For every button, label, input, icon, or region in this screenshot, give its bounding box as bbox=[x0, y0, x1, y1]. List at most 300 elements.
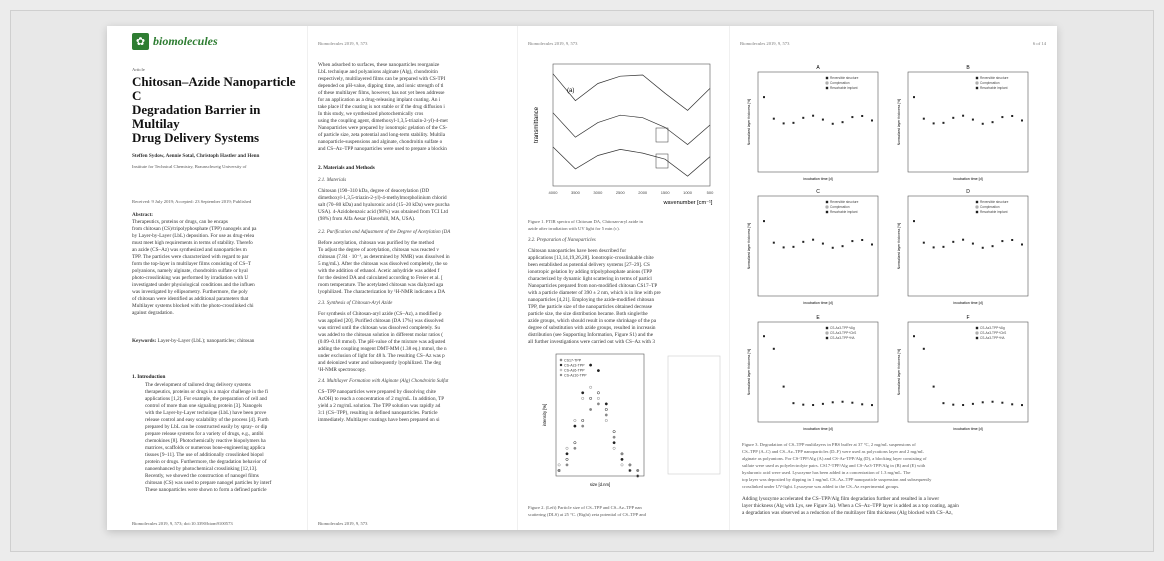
data-point bbox=[597, 369, 599, 371]
series-line bbox=[553, 113, 710, 145]
abstract bbox=[132, 212, 307, 317]
text-line: applications [1,2]. For example, the preparation of cell and bbox=[145, 396, 268, 402]
text-line: characterized by dynamic light scattering in terms of particl bbox=[528, 276, 652, 282]
text-line: hyaluronic acid were used. Lysozyme has been added in a concentration of 1.3 mg/mL. The bbox=[742, 470, 911, 475]
data-point bbox=[1011, 403, 1013, 405]
text-line: been established as potential delivery systems [27–29]. CS bbox=[528, 262, 650, 268]
axis-label: incubation time [d] bbox=[803, 301, 833, 305]
legend-label: Reversible structure bbox=[830, 76, 859, 80]
text-line: under exclusion of light for 48 h. The resulting CS–Az was p bbox=[318, 353, 445, 359]
legend-label: CS-Az3-TPP+ChS bbox=[980, 331, 1007, 335]
data-point bbox=[605, 403, 607, 405]
text-line: Chitosan nanoparticles have been described for bbox=[528, 248, 627, 254]
data-point bbox=[621, 453, 623, 455]
text-line: and deionized water and subsequently lyophilized. The deg bbox=[318, 360, 441, 366]
data-point bbox=[933, 386, 935, 388]
legend-label: Resorbable implant bbox=[830, 86, 858, 90]
data-point bbox=[842, 245, 844, 247]
data-point bbox=[773, 242, 775, 244]
data-point bbox=[802, 117, 804, 119]
page-footer: Biomolecules 2019, 9, 573 bbox=[318, 521, 368, 526]
text-line: salt (70–80 kDa) and hyaluronic acid (15–20 kDa) were purcha bbox=[318, 202, 450, 208]
text-line: particle size, the size distribution became. Both single/the bbox=[528, 311, 648, 317]
data-point bbox=[1001, 116, 1003, 118]
abstract-text bbox=[132, 219, 307, 317]
legend-label: Complexation bbox=[830, 81, 850, 85]
data-point bbox=[812, 239, 814, 241]
legend-label: CS-Az3-TPP+ChS bbox=[830, 331, 857, 335]
data-point bbox=[597, 397, 599, 399]
panel-frame bbox=[908, 72, 1028, 172]
text-line: For synthesis of Chitosan-aryl azide (CS–Az), a modified p bbox=[318, 311, 442, 317]
data-point bbox=[1021, 243, 1023, 245]
text-line: by Layer-by-Layer (LbL) deposition. For use as drug-relea bbox=[132, 233, 255, 240]
panel-frame bbox=[908, 196, 1028, 296]
text-line: When adsorbed to surfaces, these nanoparticles reorganize bbox=[318, 62, 440, 68]
data-point bbox=[982, 247, 984, 249]
text-line: against degradation. bbox=[132, 310, 174, 317]
data-point bbox=[962, 115, 964, 117]
data-point bbox=[792, 402, 794, 404]
tick-label: 500 bbox=[706, 190, 714, 195]
legend-marker bbox=[976, 206, 978, 208]
text-line: Figure 2. (Left) Particle size of CS–TPP and CS–Az–TPP nan bbox=[528, 505, 642, 510]
data-point bbox=[597, 403, 599, 405]
panel-letter: C bbox=[816, 189, 820, 195]
data-point bbox=[566, 447, 568, 449]
data-point bbox=[871, 119, 873, 121]
tick-label: 2500 bbox=[615, 190, 625, 195]
legend-label: CS-Az3-TPP+HA bbox=[830, 336, 855, 340]
running-header: Biomolecules 2019, 9, 573 bbox=[740, 41, 790, 46]
paper-title: Chitosan–Azide Nanoparticle C Degradation Barrier in Multilay Drug Delivery Systems bbox=[132, 74, 296, 145]
text-line: room temperature. The acetylated chitosan was dialyzed aga bbox=[318, 282, 444, 288]
data-point bbox=[566, 464, 568, 466]
text-line: TPP. The particles were characterized with regard to par bbox=[132, 254, 249, 261]
legend-label: Complexation bbox=[980, 81, 1000, 85]
text-line: depended on pH-value, dipping time, and ionic strength of tl bbox=[318, 83, 444, 89]
data-point bbox=[952, 241, 954, 243]
data-point bbox=[589, 408, 591, 410]
data-point bbox=[923, 348, 925, 350]
data-point bbox=[802, 404, 804, 406]
panel-letter: B bbox=[966, 65, 970, 71]
legend-label: CS-Az3-TPP+Alg bbox=[980, 326, 1005, 330]
legend-label: CS-Az6-TPP bbox=[564, 368, 585, 373]
text-line: Multilayer systems blocked with the photo-crosslinked chi bbox=[132, 303, 254, 310]
data-point bbox=[861, 239, 863, 241]
text-line: In this study, we synthesized photochemically cros bbox=[318, 111, 424, 117]
degradation-panel-grid bbox=[738, 60, 1048, 440]
data-point bbox=[832, 401, 834, 403]
text-line: The development of tailored drug delivery systems bbox=[145, 382, 251, 388]
subsection-heading: 2.4. Multilayer Formation with Alginate (Alg) Chondroitin Sulfat bbox=[318, 379, 449, 384]
text-line: azide groups, which should result in some shrinkage of the pa bbox=[528, 318, 657, 324]
legend-marker bbox=[976, 327, 978, 329]
axis-label: incubation time [d] bbox=[953, 301, 983, 305]
data-point bbox=[613, 436, 615, 438]
data-point bbox=[629, 464, 631, 466]
keywords-label: Keywords: bbox=[132, 338, 157, 344]
legend-marker bbox=[826, 332, 828, 334]
data-point bbox=[558, 464, 560, 466]
data-point bbox=[992, 245, 994, 247]
text-line: prepare release systems for a variety of drugs, e.g., antibi bbox=[145, 431, 264, 437]
text-line: control of more than one signaling protein [3]. Nanogels bbox=[145, 403, 263, 409]
text-block bbox=[742, 496, 1054, 517]
legend-marker bbox=[826, 201, 828, 203]
data-point bbox=[851, 116, 853, 118]
text-line: form the top-layer in multilayer films consisting of CS–T bbox=[132, 261, 252, 268]
text-line: chemokines [8]. Photochemically reactive biopolymers ha bbox=[145, 438, 266, 444]
data-point bbox=[942, 246, 944, 248]
text-line: These nanoparticles were shown to form a defined particle bbox=[145, 487, 267, 493]
axis-label: Normalized layer thickness [%] bbox=[897, 98, 901, 146]
text-line: Nanoparticles were prepared by ionotropic gelation of the CS- bbox=[318, 125, 448, 131]
plot-frame bbox=[553, 64, 710, 186]
data-point bbox=[822, 243, 824, 245]
legend-marker bbox=[976, 201, 978, 203]
legend-marker bbox=[976, 87, 978, 89]
legend-marker bbox=[826, 77, 828, 79]
text-line: CS–TPP (A–C) and CS–Az–TPP nanoparticles (D–F) were used as polycations layer and 2 mg/mL bbox=[742, 449, 924, 454]
text-line: nanoparticle-suspensions and alginate, chondroitin sulfate o bbox=[318, 139, 443, 145]
data-point bbox=[792, 246, 794, 248]
text-block bbox=[318, 389, 518, 424]
text-line: therapeutics, proteins or drugs is a major challenge in the fi bbox=[145, 389, 269, 395]
journal-logo-icon: ✿ bbox=[132, 33, 149, 50]
data-point bbox=[574, 419, 576, 421]
data-point bbox=[822, 119, 824, 121]
text-line: of these multilayer films, however, has not yet been addresse bbox=[318, 90, 445, 96]
axis-label: Normalized layer thickness [%] bbox=[747, 98, 751, 146]
legend-label: Resorbable implant bbox=[830, 210, 858, 214]
data-point bbox=[851, 240, 853, 242]
panel-letter: D bbox=[966, 189, 970, 195]
text-line: of chitosan were identified as additional parameters that bbox=[132, 296, 249, 303]
data-point bbox=[842, 121, 844, 123]
panel-letter: A bbox=[816, 65, 820, 71]
page-number: 6 of 14 bbox=[1032, 41, 1046, 46]
legend-marker bbox=[560, 369, 562, 371]
text-line: applications [13,14,19,26,28]. Ionotropic-crosslinkable chite bbox=[528, 255, 654, 261]
data-point bbox=[942, 402, 944, 404]
text-line: Recently, we showed the construction of nanogel films bbox=[145, 473, 259, 479]
figure-1-caption bbox=[528, 218, 728, 232]
data-point bbox=[842, 401, 844, 403]
text-line: an azide (CS–Az) was synthesized and nanoparticles m bbox=[132, 247, 247, 254]
intro-heading: 1. Introduction bbox=[132, 374, 166, 380]
text-line: CS–TPP nanoparticles were prepared by dissolving chite bbox=[318, 389, 436, 395]
text-line: yield a 2 mg/mL solution. The TPP solution was rapidly ad bbox=[318, 403, 441, 409]
data-point bbox=[792, 122, 794, 124]
data-point bbox=[605, 408, 607, 410]
data-point bbox=[851, 402, 853, 404]
page-2 bbox=[307, 26, 518, 530]
panel-frame bbox=[758, 72, 878, 172]
data-point bbox=[763, 96, 765, 98]
text-line: nanoenhanced by photochemical crosslinking [12,13]. bbox=[145, 466, 258, 472]
data-point bbox=[613, 442, 615, 444]
text-line: (0.09–0.18 mmol). The pH-value of the mixture was adjusted bbox=[318, 339, 446, 345]
text-line: ¹H-NMR spectroscopy. bbox=[318, 367, 367, 373]
data-point bbox=[582, 392, 584, 394]
data-point bbox=[913, 96, 915, 98]
data-point bbox=[558, 469, 560, 471]
text-line: investigated under physiological conditions and the influen bbox=[132, 282, 255, 289]
text-line: (98%) from Alfa Aesar (Haverhill, MA, USA). bbox=[318, 216, 416, 222]
text-line: Figure 3. Degradation of CS–TPP multilayers in PBS buffer at 37 °C, 2 mg/mL suspensions of bbox=[742, 442, 916, 447]
axis-label: intensity [%] bbox=[542, 403, 547, 427]
subsection-heading: 3.2. Preparation of Nanoparticles bbox=[528, 238, 596, 243]
text-line: LbL technique and polyanions alginate (Alg), chondroitin bbox=[318, 69, 438, 75]
data-point bbox=[574, 425, 576, 427]
data-point bbox=[582, 425, 584, 427]
subsection-heading: 2.2. Purification and Adjustment of the Degree of Acetylation (DA bbox=[318, 230, 451, 235]
data-point bbox=[566, 453, 568, 455]
text-line: prepared by LbL can be constructed easily by spray- or dip bbox=[145, 424, 268, 430]
text-line: dimethoxyl-1,3,5-triazin-2-yl)-4-methylmorpholinium chlorid bbox=[318, 195, 447, 201]
data-point bbox=[589, 397, 591, 399]
tick-label: 4000 bbox=[548, 190, 558, 195]
data-point bbox=[589, 386, 591, 388]
text-line: adding the coupling reagent DMT-MM (1.38 eq.) mmol, the n bbox=[318, 346, 447, 352]
text-line: layer thickness (Alg with Lys, see Figure 3a). When a CS–Az–TPP layer is added as a top coating, again bbox=[742, 503, 959, 509]
abstract-label: Abstract: bbox=[132, 212, 154, 218]
data-point bbox=[1011, 115, 1013, 117]
text-line: 5 mg/mL). After the chitosan was dissolved completely, the so bbox=[318, 261, 448, 267]
data-point bbox=[574, 447, 576, 449]
data-point bbox=[952, 404, 954, 406]
tick-label: 2000 bbox=[638, 190, 648, 195]
legend-label: CS-Az3-TPP+HA bbox=[980, 336, 1005, 340]
data-point bbox=[962, 239, 964, 241]
text-line: chitosan (CS) was used to prepare nanogel particles by interf bbox=[145, 480, 272, 486]
legend-marker bbox=[976, 332, 978, 334]
panel-label: (a) bbox=[567, 88, 575, 94]
data-point bbox=[1001, 240, 1003, 242]
tick-label: 3500 bbox=[570, 190, 580, 195]
legend-marker bbox=[976, 77, 978, 79]
data-point bbox=[861, 115, 863, 117]
data-point bbox=[597, 392, 599, 394]
text-line: 3:1 (CS–TPP), resulting in defined nanoparticles. Particle bbox=[318, 410, 438, 416]
tick-label: 1500 bbox=[660, 190, 670, 195]
text-line: scattering (DLS) at 25 °C. (Right) zeta potential of CS–TPP and bbox=[528, 512, 646, 517]
text-line: USA). 4-Azidobenzoic acid (98%) was obtained from TCI Ltd bbox=[318, 209, 448, 215]
data-point bbox=[933, 122, 935, 124]
journal-name: biomolecules bbox=[153, 34, 218, 48]
legend-marker bbox=[826, 206, 828, 208]
text-line: azide after irradiation with UV light for 5 min (c). bbox=[528, 226, 620, 231]
text-line: TPP, the particle size of the nanoparticles obtained decrease bbox=[528, 304, 653, 310]
data-point bbox=[1011, 239, 1013, 241]
text-block bbox=[528, 248, 728, 346]
data-point bbox=[621, 458, 623, 460]
text-block bbox=[318, 311, 518, 374]
axis-label: incubation time [d] bbox=[803, 427, 833, 431]
text-line: photo-crosslinking was performed by irradiation with U bbox=[132, 275, 249, 282]
panel-frame bbox=[758, 196, 878, 296]
inset-box bbox=[656, 154, 668, 168]
legend-label: Reversible structure bbox=[830, 200, 859, 204]
axis-label: Normalized layer thickness [%] bbox=[747, 222, 751, 270]
legend-marker bbox=[560, 364, 562, 366]
data-point bbox=[773, 348, 775, 350]
data-point bbox=[972, 403, 974, 405]
data-point bbox=[972, 119, 974, 121]
data-point bbox=[783, 122, 785, 124]
data-point bbox=[1001, 402, 1003, 404]
legend-label: Reversible structure bbox=[980, 76, 1009, 80]
data-point bbox=[763, 335, 765, 337]
legend-label: CS17-TPP bbox=[564, 358, 582, 363]
text-line: Chitosan (190–310 kDa, degree of deacetylation (DD bbox=[318, 188, 430, 194]
page-1 bbox=[107, 26, 307, 530]
legend-label: Complexation bbox=[980, 205, 1000, 209]
page-3 bbox=[517, 26, 730, 530]
data-point bbox=[783, 246, 785, 248]
data-point bbox=[822, 403, 824, 405]
text-line: was stirred until the chitosan was dissolved completely. Su bbox=[318, 325, 440, 331]
legend-marker bbox=[976, 82, 978, 84]
data-point bbox=[861, 403, 863, 405]
text-line: respectively, multilayered films can be prepared with CS-TPI bbox=[318, 76, 446, 82]
tick-label: 3000 bbox=[593, 190, 603, 195]
text-line: was investigated by ellipsometry. Furthermore, the poly bbox=[132, 289, 248, 296]
legend-label: CS-Az3-TPP bbox=[564, 363, 585, 368]
data-point bbox=[923, 118, 925, 120]
text-line: matrices, scaffolds or numerous bone-engineering applica bbox=[145, 445, 266, 451]
legend-marker bbox=[826, 87, 828, 89]
data-point bbox=[613, 430, 615, 432]
data-point bbox=[923, 242, 925, 244]
text-line: protein or drugs. Furthermore, the degradation behavior of bbox=[145, 459, 267, 465]
text-line: take place if the coating is not stable or if the drug diffusion i bbox=[318, 104, 445, 110]
text-line: sulfate were used as polyelectrolyte pairs. CS17-TPP/Alg and CS-Az3-TPP/Alg in (B) and (E) with bbox=[742, 463, 926, 468]
data-point bbox=[992, 401, 994, 403]
legend-label: Complexation bbox=[830, 205, 850, 209]
data-point bbox=[1021, 119, 1023, 121]
data-point bbox=[802, 241, 804, 243]
data-point bbox=[832, 123, 834, 125]
panel-frame bbox=[908, 322, 1028, 422]
legend-marker bbox=[560, 374, 562, 376]
panel-letter: E bbox=[816, 315, 820, 321]
data-point bbox=[783, 386, 785, 388]
subsection-heading: 2.3. Synthesis of Chitosan-Aryl Azide bbox=[318, 301, 393, 306]
running-header: Biomolecules 2019, 9, 573 bbox=[528, 41, 578, 46]
data-point bbox=[812, 404, 814, 406]
axis-label: incubation time [d] bbox=[803, 177, 833, 181]
data-point bbox=[582, 397, 584, 399]
data-point bbox=[871, 404, 873, 406]
text-line: Adding lysozyme accelerated the CS–TPP/Alg film degradation further and resulted in a lower bbox=[742, 496, 940, 502]
article-type: Article bbox=[132, 67, 145, 72]
inset-box bbox=[656, 128, 668, 142]
tick-label: 1000 bbox=[683, 190, 693, 195]
text-line: with the Layer-by-Layer technique (LbL) have been prove bbox=[145, 410, 267, 416]
text-line: of particle size, zeta potential and long-term stability. Multila bbox=[318, 132, 446, 138]
data-point bbox=[933, 246, 935, 248]
legend-label: Resorbable implant bbox=[980, 86, 1008, 90]
legend-marker bbox=[976, 337, 978, 339]
subsection-heading: 2.1. Materials bbox=[318, 178, 347, 183]
intro-text bbox=[145, 382, 307, 494]
text-line: release control and easy scalability of the process [4]. Furth bbox=[145, 417, 269, 423]
text-line: To adjust the degree of acetylation, chitosan was reacted v bbox=[318, 247, 439, 253]
text-block bbox=[318, 240, 518, 296]
text-line: crosslinked under UV-light. Lysozyme was added to the CS–Az experimental groups. bbox=[742, 484, 900, 489]
text-line: a degradation was observed as a reduction of the multilayer film thickness (Alg blocked with CS–Az, bbox=[742, 510, 953, 516]
legend-marker bbox=[560, 359, 562, 361]
authors: Steffen Sydow, Aennie Sotal, Christoph Hastler and Henn bbox=[132, 153, 260, 159]
data-point bbox=[613, 447, 615, 449]
page-footer: Biomolecules 2019, 9, 573; doi:10.3390/biom9100573 bbox=[132, 521, 233, 526]
legend-label: Reversible structure bbox=[980, 200, 1009, 204]
data-point bbox=[972, 243, 974, 245]
data-point bbox=[637, 469, 639, 471]
data-point bbox=[605, 414, 607, 416]
legend-marker bbox=[826, 327, 828, 329]
data-point bbox=[812, 115, 814, 117]
legend-marker bbox=[826, 82, 828, 84]
text-line: distribution (see Supporting Information, Figure S1) and the bbox=[528, 332, 654, 338]
zeta-chart-placeholder bbox=[654, 348, 724, 498]
data-point bbox=[621, 464, 623, 466]
data-point bbox=[582, 419, 584, 421]
data-point bbox=[832, 247, 834, 249]
axis-label: Normalized layer thickness [%] bbox=[897, 348, 901, 396]
text-line: and CS–Az–TPP nanoparticles were used to prepare a blockin bbox=[318, 146, 447, 152]
text-line: polyanions, namely alginate, chondroitin sulfate or hyal bbox=[132, 268, 248, 275]
text-line: with a particle diameter of 390 ± 2 nm, which is in line with pre bbox=[528, 290, 661, 296]
data-point bbox=[574, 442, 576, 444]
data-point bbox=[913, 220, 915, 222]
dls-chart bbox=[538, 348, 648, 498]
text-line: for the desired DA and calculated according to Freier et al. [ bbox=[318, 275, 443, 281]
data-point bbox=[982, 401, 984, 403]
data-point bbox=[589, 364, 591, 366]
running-header: Biomolecules 2019, 9, 573 bbox=[318, 41, 368, 46]
page-4 bbox=[729, 26, 1057, 530]
series-line bbox=[553, 147, 710, 176]
legend-marker bbox=[826, 211, 828, 213]
text-line: degree of substitution with azide groups, resulted in increasin bbox=[528, 325, 656, 331]
text-block bbox=[318, 62, 518, 153]
text-line: was applied [20]. Purified chitosan (DA 17%) was dissolved bbox=[318, 318, 444, 324]
data-point bbox=[942, 122, 944, 124]
figure-3-caption bbox=[742, 441, 1054, 490]
text-line: top layer was deposited by dipping in 1 mg/mL CS–Az–TPP nanoparticle suspension and subsequently bbox=[742, 477, 932, 482]
text-line: Therapeutics, proteins or drugs, can be encaps bbox=[132, 219, 228, 226]
text-line: for an application as a drug-releasing implant coating. An i bbox=[318, 97, 441, 103]
text-line: alginate as polyanions. For CS-TPP/Alg (A) and CS-Az-TPP/Alg (D), a blocking layer consisting of bbox=[742, 456, 927, 461]
text-line: using the coupling agent, dimethoxyl-1,3,5-triazin-2-yl)-4-met bbox=[318, 118, 448, 124]
text-line: was added to the chitosan solution in different molar ratios ( bbox=[318, 332, 443, 338]
panel-frame bbox=[758, 322, 878, 422]
data-point bbox=[566, 458, 568, 460]
data-point bbox=[773, 118, 775, 120]
text-line: Figure 1. FTIR spectra of Chitosan DA, Chitosan-aryl azide in bbox=[528, 219, 643, 224]
data-point bbox=[962, 404, 964, 406]
axis-label: incubation time [d] bbox=[953, 427, 983, 431]
legend-marker bbox=[976, 211, 978, 213]
data-point bbox=[982, 123, 984, 125]
text-line: must meet high requirements in terms of stability. Therefo bbox=[132, 240, 253, 247]
axis-label: transmittance bbox=[534, 106, 540, 144]
data-point bbox=[1021, 404, 1023, 406]
